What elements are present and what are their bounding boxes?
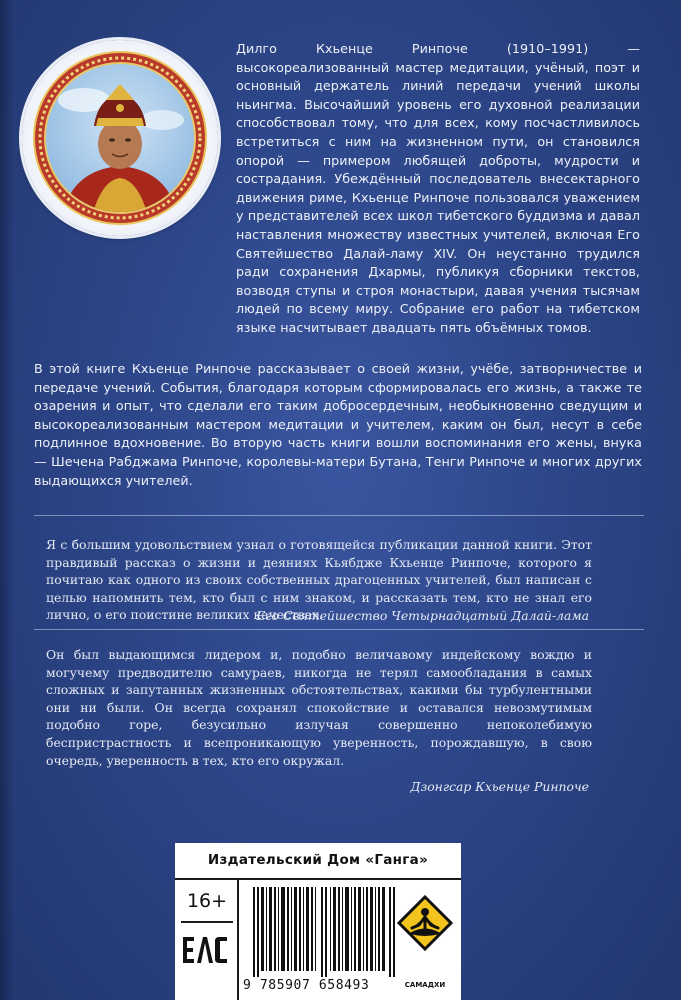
age-rating: 16+ — [181, 883, 233, 923]
quote-dzongsar: Он был выдающимся лидером и, подобно величавому индейскому вождю и могучему предводителю самураев, никогда не терял самообладания в самых сложных и запутанных жизненных обстоятельствах, какими бы турбулентными они ни были. Он всегда сохранял спокойствие и оставался невозмутимым подобно горе, безусильно излучая совершенно непоколебимую беспристрастность и всепроникающую уверенность, порождавшую, в свою очередь, уверенность в тех, кто его окружал. — [46, 647, 592, 768]
book-description-paragraph: В этой книге Кхьенце Ринпоче рассказывает о своей жизни, учёбе, затворничестве и передаче учений. События, благодаря которым сформировалась его жизнь, а также те озарения и опыт, что сделали его таким добросердечным, необыкновенно сведущим и высокореализованным мастером медитации и учителем, каким он был, несут в себе подлинное вдохновение. Во вторую часть книги вошли воспоминания его жены, внука — Шечена Рабджама Ринпоче, королевы-матери Бутана, Тенги Ринпоче и многих других выдающихся учителей. — [34, 361, 642, 488]
samadhi-logo-icon — [397, 895, 453, 979]
isbn-digits: 9 785907 658493 — [243, 978, 370, 993]
panel-divider — [237, 880, 239, 1000]
eac-mark-icon — [182, 935, 230, 965]
author-portrait — [22, 40, 218, 236]
quote-dzongsar-author: Дзонгсар Кхьенце Ринпоче — [410, 779, 589, 794]
bio-paragraph: Дилго Кхьенце Ринпоче (1910–1991) — высокореализованный мастер медитации, учёный, поэт и основный держатель линий передачи учений школы ньингма. Высочайший уровень его духовной реализации способствовал тому, что для всех, кому посчастливилось встретиться с ним на жизненном пути, он становился опорой — примером любящей доброты, мудрости и сострадания. Убеждённый последователь внесектарного движения риме, Кхьенце Ринпоче пользовался уважением у представителей всех школ тибетского буддизма и давал наставления множеству известных учителей, включая Его Святейшество Далай-ламу XIV. Он неустанно трудился ради сохранения Дхармы, публикуя сборники текстов, возводя ступы и строя монастыри, давая учения тысячам людей по всему миру. Собрание его работ на тибетском языке насчитывает двадцать пять объёмных томов. — [236, 41, 640, 335]
publisher-name: Издательский Дом «Ганга» — [175, 843, 461, 880]
spine-shadow — [0, 0, 14, 1000]
samadhi-label: САМАДХИ — [404, 981, 446, 989]
quote-dalai-lama-author: Его Святейшество Четырнадцатый Далай-лама — [256, 608, 589, 623]
isbn-barcode — [251, 887, 399, 977]
quote-dalai-lama: Я с большим удовольствием узнал о готовящейся публикации данной книги. Этот правдивый рассказ о жизни и деяниях Кьябдже Кхьенце Ринпоче, которого я почитаю как одного из своих собственных драгоценных учителей, был написан с целью напомнить тем, кто был с ним знаком, и рассказать тем, кто не знал его лично, о его поистине великих качествах. — [46, 537, 592, 623]
barcode-panel — [175, 843, 461, 1000]
divider-top — [34, 515, 644, 516]
divider-middle — [34, 629, 644, 630]
